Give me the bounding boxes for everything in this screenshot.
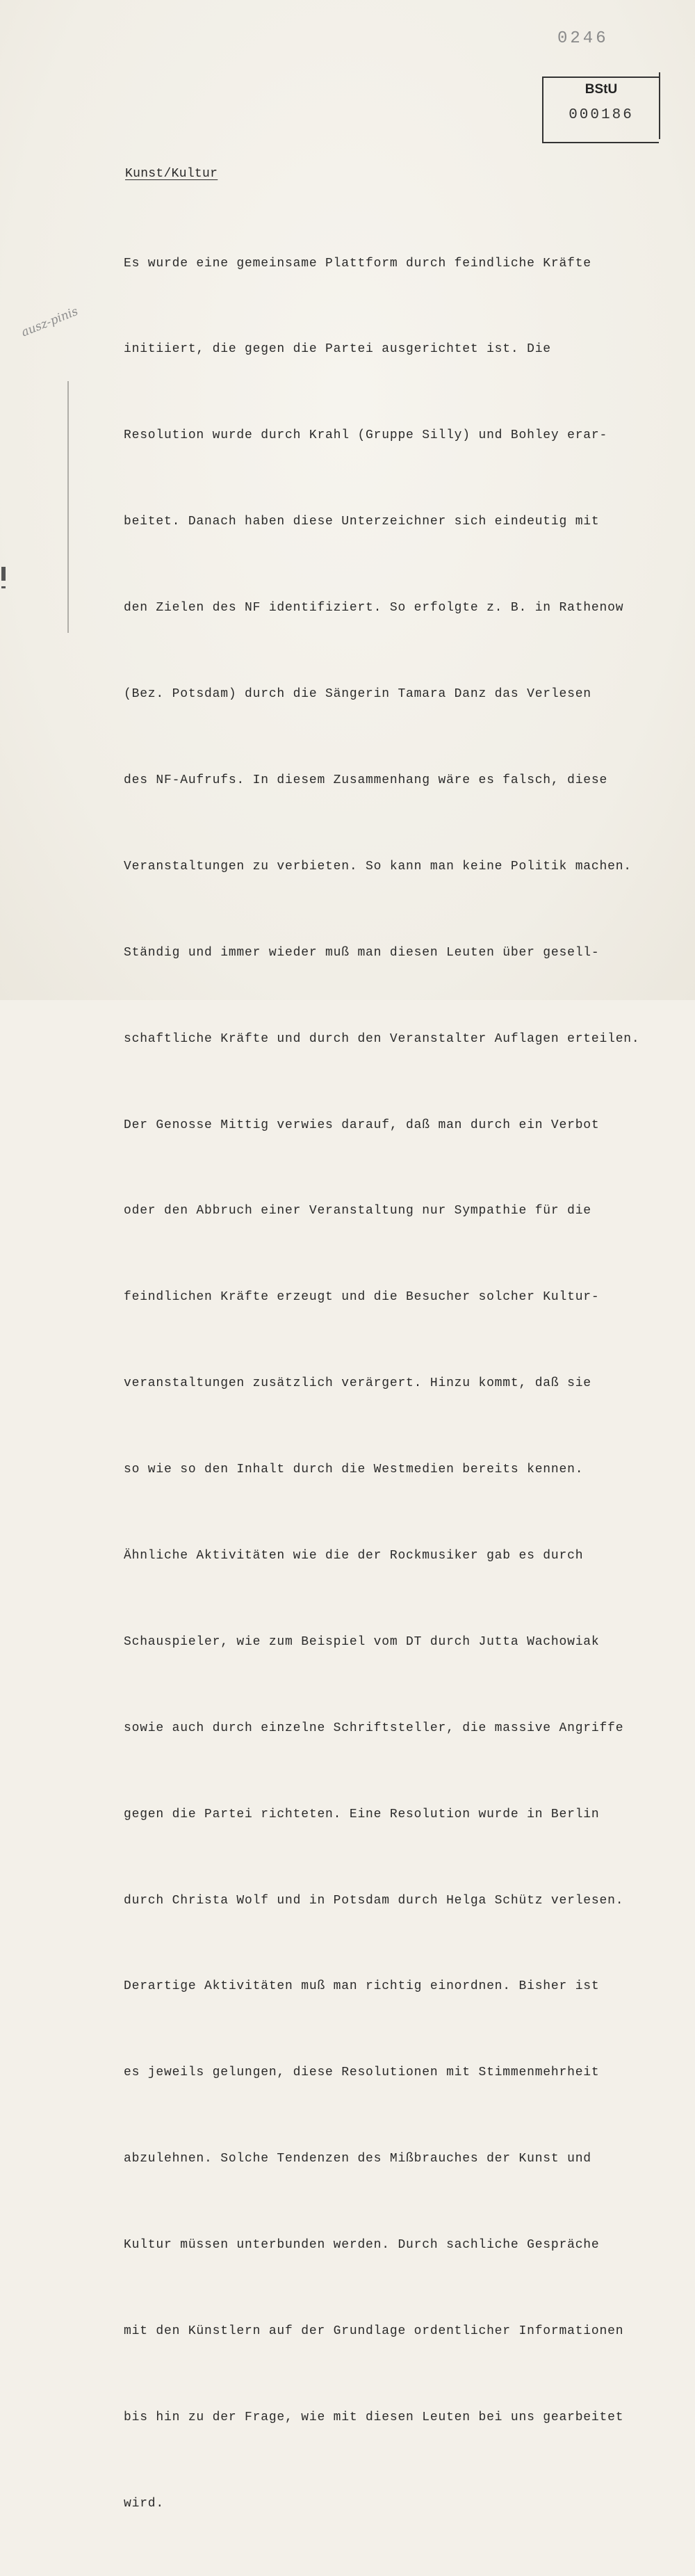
margin-pencil-line bbox=[67, 381, 69, 633]
text-line: Veranstaltungen zu verbieten. So kann man keine Politik machen. bbox=[124, 859, 632, 874]
text-line: sowie auch durch einzelne Schriftsteller, die massive Angriffe bbox=[124, 1721, 624, 1735]
text-line: es jeweils gelungen, diese Resolutionen mit Stimmenmehrheit bbox=[124, 2066, 600, 2080]
page-number: 0246 bbox=[557, 29, 609, 48]
text-line: schaftliche Kräfte und durch den Veranstalter Auflagen erteilen. bbox=[124, 1031, 640, 1046]
text-line: Derartige Aktivitäten muß man richtig einordnen. Bisher ist bbox=[124, 1979, 600, 1994]
text-line: initiiert, die gegen die Partei ausgerichtet ist. Die bbox=[124, 342, 551, 357]
text-line: Ähnliche Aktivitäten wie die der Rockmusiker gab es durch bbox=[124, 1548, 584, 1563]
body-text bbox=[124, 192, 673, 2576]
text-line: Der Genosse Mittig verwies darauf, daß man durch ein Verbot bbox=[124, 1118, 600, 1132]
binding-mark bbox=[1, 586, 6, 588]
binding-mark bbox=[1, 567, 6, 581]
text-line: (Bez. Potsdam) durch die Sängerin Tamara Danz das Verlesen bbox=[124, 687, 591, 702]
text-line: feindlichen Kräfte erzeugt und die Besucher solcher Kultur- bbox=[124, 1290, 600, 1305]
stamp-number: 000186 bbox=[569, 107, 634, 123]
text-line: durch Christa Wolf und in Potsdam durch Helga Schütz verlesen. bbox=[124, 1893, 624, 1908]
archive-stamp bbox=[542, 77, 659, 143]
text-line: Schauspieler, wie zum Beispiel vom DT durch Jutta Wachowiak bbox=[124, 1634, 600, 1649]
text-line: Es wurde eine gemeinsame Plattform durch feindliche Kräfte bbox=[124, 256, 591, 271]
text-line: gegen die Partei richteten. Eine Resolution wurde in Berlin bbox=[124, 1807, 600, 1821]
text-line: abzulehnen. Solche Tendenzen des Mißbrauches der Kunst und bbox=[124, 2152, 591, 2166]
text-line: oder den Abbruch einer Veranstaltung nur Sympathie für die bbox=[124, 1204, 591, 1218]
text-line: des NF-Aufrufs. In diesem Zusammenhang wäre es falsch, diese bbox=[124, 773, 608, 787]
stamp-border-right bbox=[659, 72, 660, 139]
text-line: beitet. Danach haben diese Unterzeichner sich eindeutig mit bbox=[124, 515, 600, 529]
text-line: so wie so den Inhalt durch die Westmedien bereits kennen. bbox=[124, 1463, 584, 1477]
text-line: veranstaltungen zusätzlich verärgert. Hinzu kommt, daß sie bbox=[124, 1376, 591, 1391]
text-line: Kultur müssen unterbunden werden. Durch sachliche Gespräche bbox=[124, 2238, 600, 2253]
section-heading: Kunst/Kultur bbox=[125, 167, 218, 181]
text-line: den Zielen des NF identifiziert. So erfolgte z. B. in Rathenow bbox=[124, 601, 624, 615]
text-line: Resolution wurde durch Krahl (Gruppe Silly) und Bohley erar- bbox=[124, 428, 608, 443]
text-line: bis hin zu der Frage, wie mit diesen Leuten bei uns gearbeitet bbox=[124, 2410, 624, 2424]
text-line: wird. bbox=[124, 2496, 165, 2511]
stamp-org-label: BStU bbox=[584, 82, 618, 97]
text-line: Ständig und immer wieder muß man diesen Leuten über gesell- bbox=[124, 945, 600, 960]
text-line: mit den Künstlern auf der Grundlage ordentlicher Informationen bbox=[124, 2324, 624, 2338]
handwritten-margin-note: ausz-pinis bbox=[19, 304, 81, 340]
